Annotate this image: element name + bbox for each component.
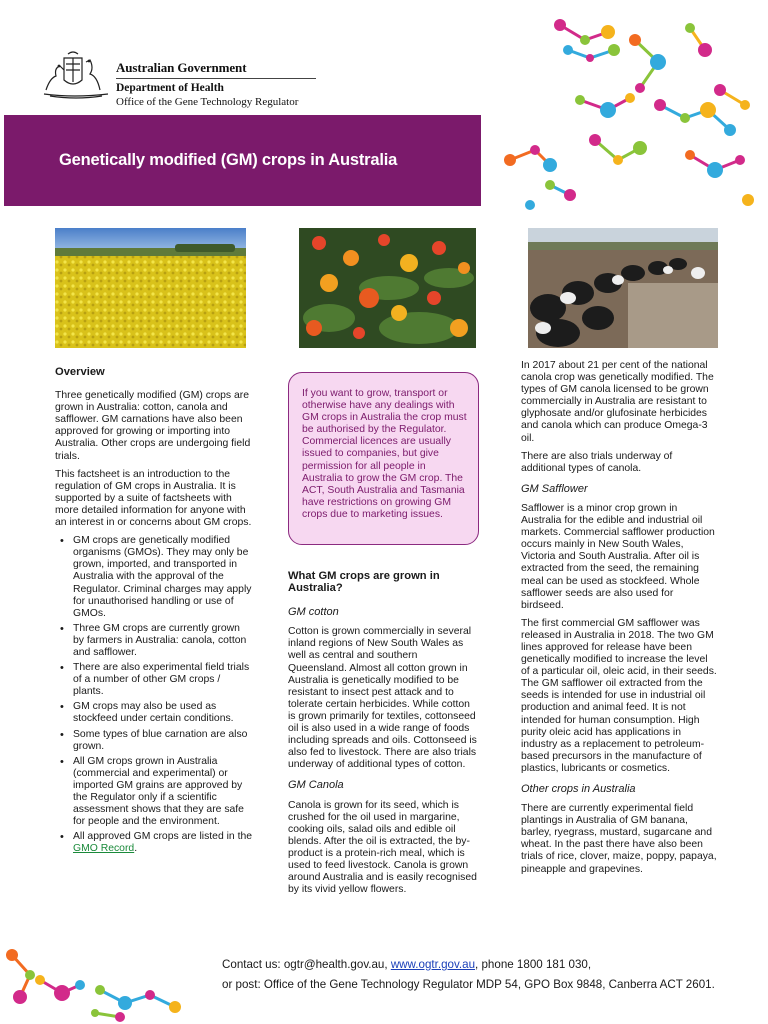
cotton-paragraph: Cotton is grown commercially in several inland regions of New South Wales as well as central and southern Queensland. Almost all cotton grown in Australia is genetically modified to be resistant to insect pest attack and to tolerate certain herbicides. While cotton is grown primarily for textiles, cottonseed oil is also used in a wide range of foods including spreads and oils. Cottonseed is also fed to livestock. There are also trials underway of additional types of cotton. [288,626,477,771]
footer-molecule-graphic [0,935,210,1024]
safflower-photo [299,228,476,348]
canola-trials-paragraph: There are also trials underway of additional types of canola. [521,450,673,474]
list-item-text: All approved GM crops are listed in the [73,831,253,843]
list-item-text: . [134,843,138,855]
gm-crops-column [288,570,478,902]
canola-paragraph: Canola is grown for its seed, which is crushed for the oil used in margarine, cooking oils, salad oils and edible oil blends. After the oil is extracted, the by-product is a protein-rich meal, which is used to feed livestock. Canola is grown around Australia and is easily recognised by its vivid yellow flowers. [288,799,477,896]
section-heading: What GM crops are grown in Australia? [288,570,440,595]
list-item: • GM crops may also be used as stockfeed under certain conditions. [55,701,253,725]
safflower-paragraph: Safflower is a minor crop grown in Australia for the edible and industrial oil markets. Commercial safflower production occurs mainly in New South Wales, Victoria and South Australia. After oil is extracted from the seed, the remaining meal can be used as stockfeed. Whole safflower seeds are also used for birdseed. [521,502,715,611]
list-item: • Three GM crops are currently grown by farmers in Australia: canola, cotton and safflower. [55,623,253,659]
department-name: Department of Health [116,82,224,94]
website-link[interactable]: www.ogtr.gov.au [390,958,476,971]
canola-safflower-column [521,360,717,882]
overview-paragraph: This factsheet is an introduction to the regulation of GM crops in Australia. It is supported by a suite of factsheets with more detailed information for anyone with an interest in or concerns about GM crops. [55,468,252,529]
other-crops-paragraph: There are currently experimental field plantings in Australia of GM banana, barley, ryegrass, mustard, sugarcane and wheat. In the past there have also been trials of rice, clover, maize, poppy, papaya, pineapple and grapevines. [521,803,717,875]
list-item: • All GM crops grown in Australia (commercial and experimental) or imported GM grains are approved by the Regulator only if a scientific assessment shows that they are safe for people and the environment. [55,756,253,829]
overview-paragraph: Three genetically modified (GM) crops are grown in Australia: cotton, canola and safflower. GM carnations have also been approved for growing or importing into Australia. Other crops are undergoing field trials. [55,390,251,462]
title-banner [4,115,481,206]
contact-line [222,955,715,975]
safflower-paragraph: The first commercial GM safflower was released in Australia in 2018. The two GM lines approved for release have been genetically modified to increase the level of a particular oil, oleic acid, in their seeds. The GM safflower oil extracted from the seeds is intended for use in industrial oil production and animal feed. It is not intended for human consumption. High purity oleic acid has applications in industry as a replacement to petroleum-based precursors in the manufacture of plastics, lubricants or cosmetics. [521,617,717,774]
gmo-record-link[interactable]: GMO Record [73,843,135,855]
postal-address: or post: Office of the Gene Technology Regulator MDP 54, GPO Box 9848, Canberra ACT 2601. [222,978,715,991]
contact-footer [222,955,715,995]
contact-phone-text: , phone 1800 181 030, [475,958,592,971]
list-item: • Some types of blue carnation are also grown. [55,729,253,753]
government-header [40,48,330,110]
overview-heading: Overview [55,366,105,378]
canola-field-photo [55,228,246,348]
molecule-graphic [490,10,766,220]
header-divider [116,78,316,79]
cotton-subheading: GM cotton [288,606,339,619]
coat-of-arms-icon [40,50,112,100]
canola-subheading: GM Canola [288,779,344,792]
government-name: Australian Government [116,60,247,75]
list-item: • GM crops are genetically modified organisms (GMOs). They may only be grown, imported, and transported in Australia with the approval of the Regulator. Criminal charges may apply for unauthorised handling or use of GMOs. [55,535,253,620]
government-text [116,60,316,108]
contact-email-text: Contact us: ogtr@health.gov.au, [222,958,391,971]
list-item: • There are also experimental field trials of a number of other GM crops / plants. [55,662,253,698]
other-crops-subheading: Other crops in Australia [521,783,636,795]
canola-stat-paragraph: In 2017 about 21 per cent of the national canola crop was genetically modified. The types of GM canola licensed to be grown commercially in Australia are resistant to glyphosate and/or glufosinate herbicides and canola which can produce Omega-3 oil. [521,360,714,444]
list-item [55,831,253,855]
overview-bullet-list [55,535,253,855]
cattle-feedlot-photo [528,228,718,348]
page-title: Genetically modified (GM) crops in Australia [59,151,398,169]
overview-column [55,366,253,858]
safflower-subheading: GM Safflower [521,482,588,495]
licence-callout-box: If you want to grow, transport or otherwise have any dealings with GM crops in Australia the crop must be authorised by the Regulator. Commercial licences are usually issued to companies, but give permission for all people in Australia to grow the GM crop. The ACT, South Australia and Tasmania have restrictions on growing GM crops due to marketing issues. [288,372,479,545]
office-name: Office of the Gene Technology Regulator [116,96,299,108]
